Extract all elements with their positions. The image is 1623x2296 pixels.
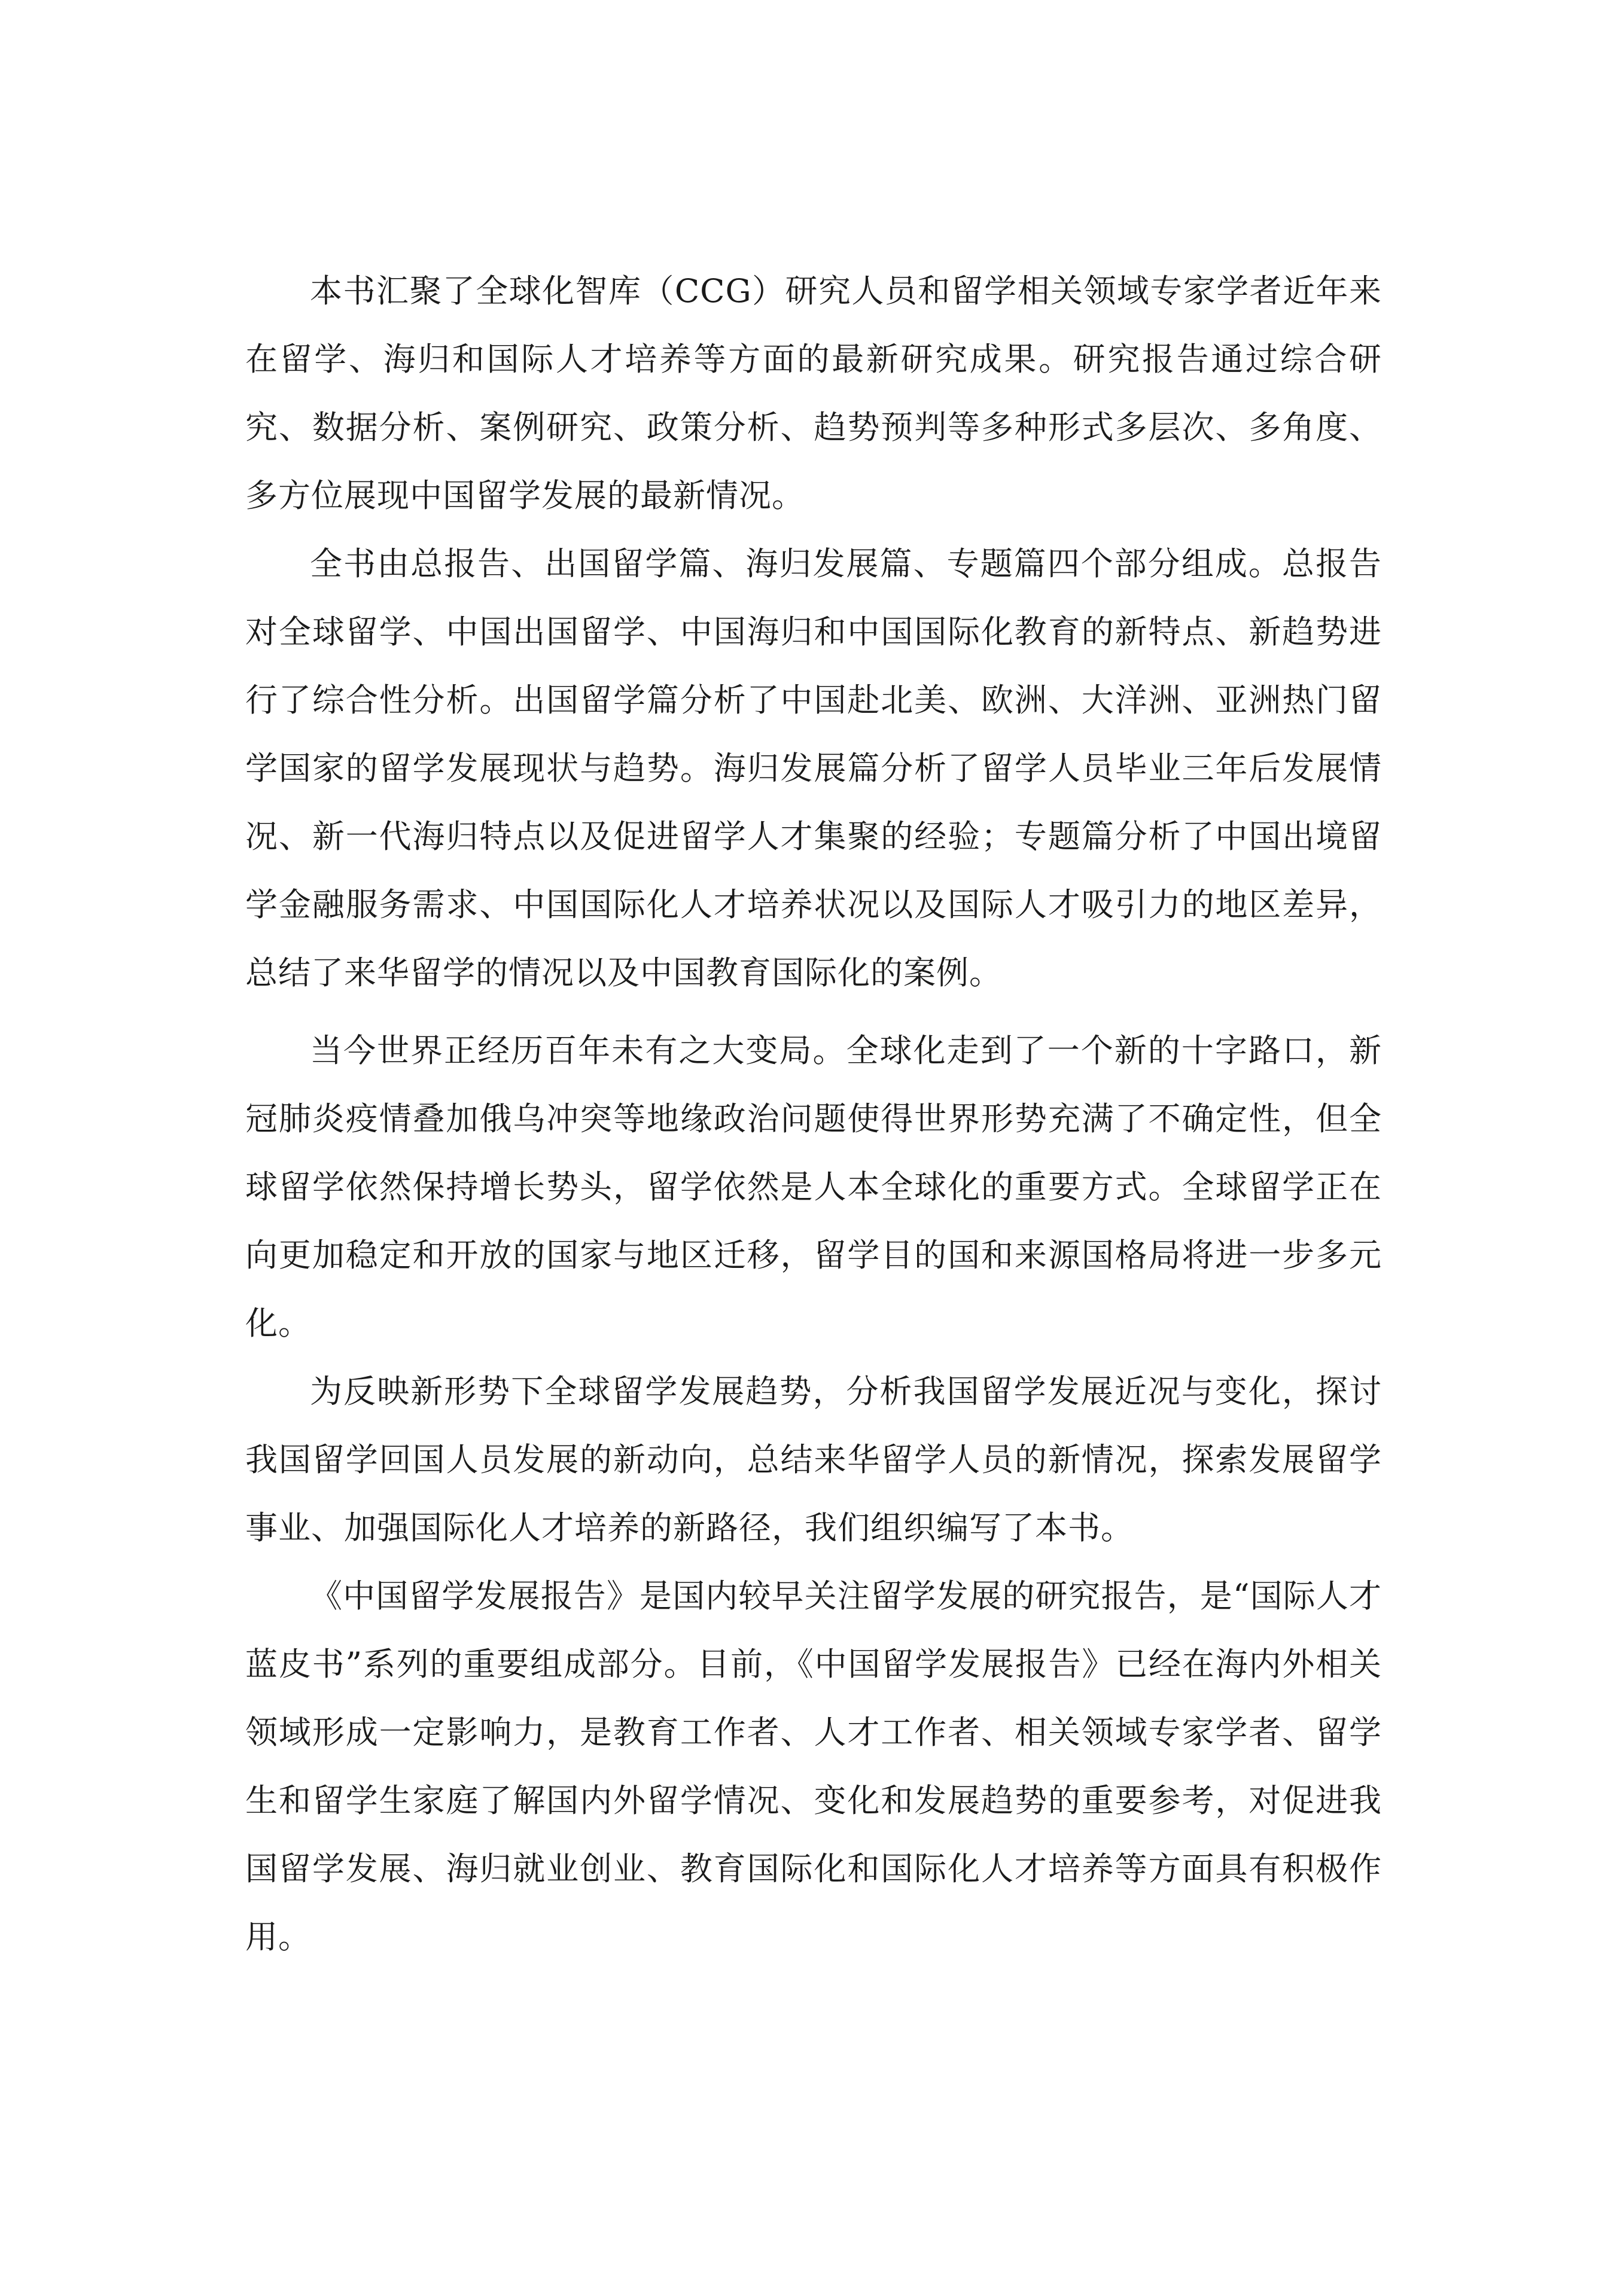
- significance-paragraph: 《中国留学发展报告》是国内较早关注留学发展的研究报告，是“国际人才蓝皮书”系列的重要组成部分。目前，《中国留学发展报告》已经在海内外相关领域形成一定影响力，是教育工作者、人才工作者、相关领域专家学者、留学生和留学生家庭了解国内外留学情况、变化和发展趋势的重要参考，对促进我国留学发展、海归就业创业、教育国际化和国际化人才培养等方面具有积极作用。: [245, 1577, 1382, 1956]
- context-paragraph: 当今世界正经历百年未有之大变局。全球化走到了一个新的十字路口，新冠肺炎疫情叠加俄乌冲突等地缘政治问题使得世界形势充满了不确定性，但全球留学依然保持增长势头，留学依然是人本全球化的重要方式。全球留学正在向更加稳定和开放的国家与地区迁移，留学目的国和来源国格局将进一步多元化。: [245, 1032, 1382, 1342]
- purpose-paragraph: 为反映新形势下全球留学发展趋势，分析我国留学发展近况与变化，探讨我国留学回国人员发展的新动向，总结来华留学人员的新情况，探索发展留学事业、加强国际化人才培养的新路径，我们组织编写了本书。: [245, 1373, 1382, 1547]
- summary-paragraph: 本书汇聚了全球化智库（CCG）研究人员和留学相关领域专家学者近年来在留学、海归和国际人才培养等方面的最新研究成果。研究报告通过综合研究、数据分析、案例研究、政策分析、趋势预判等多种形式多层次、多角度、多方位展现中国留学发展的最新情况。: [245, 272, 1382, 514]
- structure-paragraph: 全书由总报告、出国留学篇、海归发展篇、专题篇四个部分组成。总报告对全球留学、中国出国留学、中国海归和中国国际化教育的新特点、新趋势进行了综合性分析。出国留学篇分析了中国赴北美、欧洲、大洋洲、亚洲热门留学国家的留学发展现状与趋势。海归发展篇分析了留学人员毕业三年后发展情况、新一代海归特点以及促进留学人才集聚的经验；专题篇分析了中国出境留学金融服务需求、中国国际化人才培养状况以及国际人才吸引力的地区差异，总结了来华留学的情况以及中国教育国际化的案例。: [245, 545, 1382, 992]
- book-summary-section: [245, 257, 1382, 1007]
- preface-section: [245, 1017, 1382, 1971]
